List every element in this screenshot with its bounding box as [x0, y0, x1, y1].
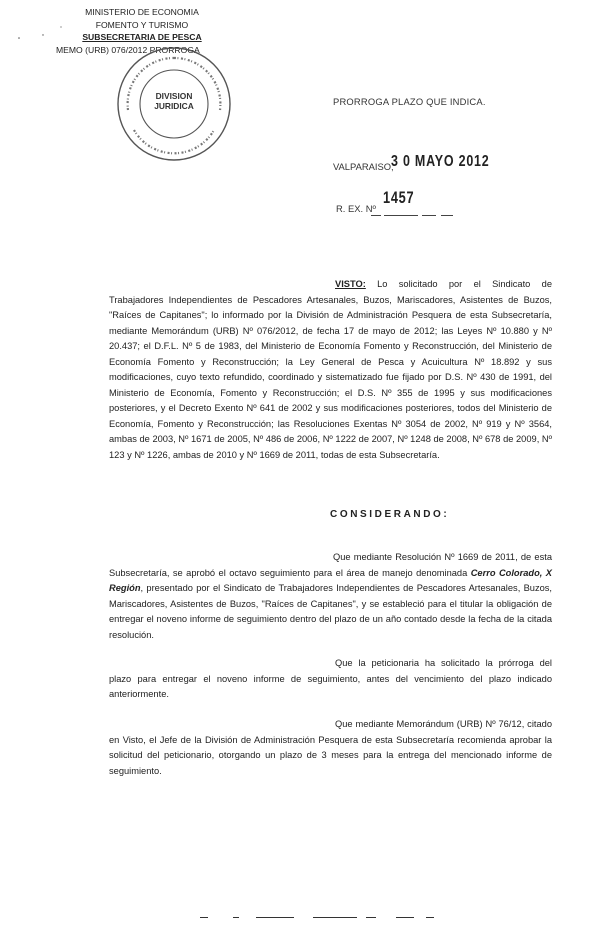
- considerando-paragraph-3: Que mediante Memorándum (URB) Nº 76/12, citado en Visto, el Jefe de la División de Administración Pesquera de esta Subsecretaría recomienda aprobar la solicitud del peticionario, otorgando un plazo de 3 meses para la entrega del mencionado informe de seguimiento.: [109, 719, 552, 776]
- document-date-stamp: 3 0 MAYO 2012: [391, 153, 490, 170]
- footer-rule: [200, 917, 208, 918]
- resolution-underline: [422, 215, 436, 216]
- footer-rule: [256, 917, 294, 918]
- visto-paragraph: [109, 277, 552, 463]
- division-juridica-stamp: [114, 44, 234, 164]
- footer-rule: [233, 917, 239, 918]
- footer-rule: [366, 917, 376, 918]
- stamp-line-1: DIVISION: [155, 91, 193, 101]
- memo-reference: MEMO (URB) 076/2012 PRORROGA: [56, 44, 200, 55]
- document-place: VALPARAISO,: [333, 161, 394, 172]
- ministry-subtitle: FOMENTO Y TURISMO: [95, 19, 189, 30]
- visto-text: Lo solicitado por el Sindicato de Trabajadores Independientes de Pescadores Artesanales, Buzos, Mariscadores, Asistentes de Buzos, "Raíces de Capitanes"; lo informado por la División de Administración Pesquera de esta Subsecretaría, mediante Memorándum (URB) Nº 076/2012, de fecha 17 de mayo de 2012; las Leyes Nº 10.880 y Nº 20.437; el D.F.L. Nº 5 de 1983, del Ministerio de Economía Fomento y Reconstrucción, del Ministerio de Economía Fomento y Reconstrucción; la Ley General de Pesca y Acuicultura Nº 18.892 y sus modificaciones, cuyo texto refundido, coordinado y sistematizado fue fijado por D.S. Nº 430 de 1991, del Ministerio de Economía, Fomento y Reconstrucción; el D.S. Nº 355 de 1995 y sus modificaciones posteriores, y el Decreto Exento Nº 641 de 2002 y sus modificaciones posteriores, todos del Ministerio de Economía, Fomento y Reconstrucción; las Resoluciones Exentas Nº 3054 de 2002, Nº 919 y Nº 3564, ambas de 2003, Nº 1671 de 2005, Nº 486 de 2006, Nº 1222 de 2007, Nº 1248 de 2008, Nº 678 de 2009, Nº 123 y Nº 1226, ambas de 2010 y Nº 1669 de 2011, todas de esta Subsecretaría.: [109, 279, 552, 460]
- footer-rule: [313, 917, 357, 918]
- resolution-underline: [384, 215, 418, 216]
- area-name: Cerro Colorado, X Región: [109, 567, 552, 593]
- resolution-underline: [371, 215, 381, 216]
- stamp-line-2: JURIDICA: [154, 100, 194, 111]
- resolution-number: 1457: [383, 188, 415, 207]
- resolution-underline: [441, 215, 453, 216]
- considerando-paragraph-2: Que la peticionaria ha solicitado la prórroga del plazo para entregar el noveno informe de seguimiento, antes del vencimiento del plazo indicado anteriormente.: [109, 658, 552, 699]
- footer-rule: [426, 917, 434, 918]
- subsecretaria-name: SUBSECRETARIA DE PESCA: [82, 32, 202, 42]
- considerando-heading: CONSIDERANDO:: [330, 509, 450, 520]
- scan-specks: [16, 22, 66, 42]
- document-reference: PRORROGA PLAZO QUE INDICA.: [333, 96, 486, 107]
- ministry-name: MINISTERIO DE ECONOMIA: [85, 7, 199, 17]
- resolution-prefix: R. EX. Nº: [336, 203, 376, 214]
- footer-rule: [396, 917, 414, 918]
- visto-label: VISTO:: [335, 279, 366, 289]
- considerando-paragraph-1: Que mediante Resolución Nº 1669 de 2011, de esta Subsecretaría, se aprobó el octavo seguimiento para el área de manejo denominada Cerro Colorado, X Región, presentado por el Sindicato de Trabajadores Independientes de Pescadores Artesanales, Buzos, Mariscadores, Asistentes de Buzos, "Raíces de Capitanes", y se estableció para el titular la obligación de entregar el noveno informe de seguimiento dentro del plazo de un año contado desde la fecha de la citada resolución.: [109, 552, 552, 640]
